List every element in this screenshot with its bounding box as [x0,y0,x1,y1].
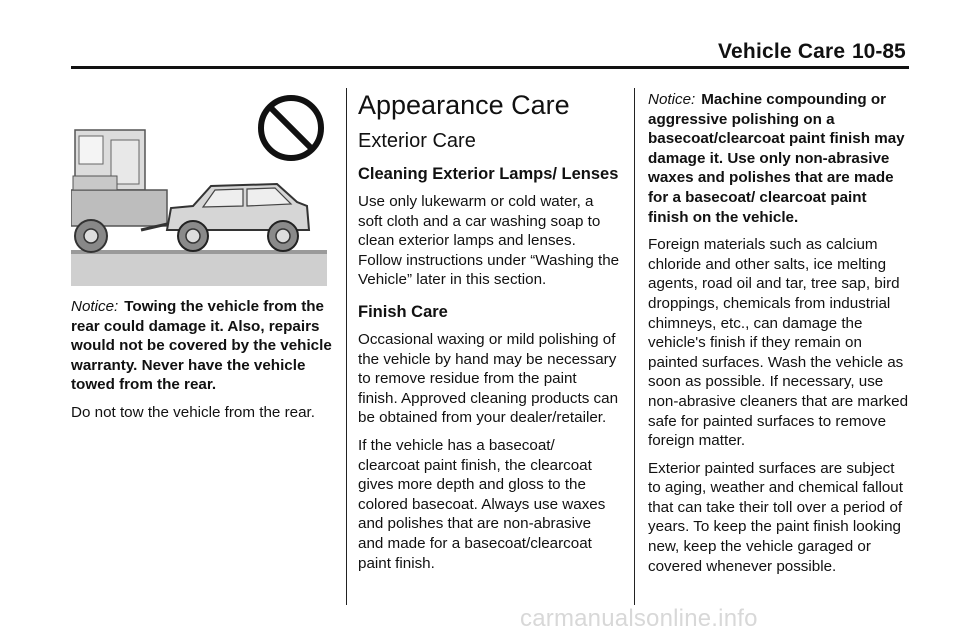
notice-label: Notice: [71,298,119,315]
notice-towing [71,297,339,395]
column-right [648,90,910,576]
paragraph-aging: Exterior painted surfaces are subject to aging, weather and chemical fallout that can take their toll over a period of years. To keep the paint finish looking new, keep the vehicle garaged or covered whenever possible. [648,459,903,575]
paragraph-finish-1: Occasional waxing or mild polishing of the vehicle by hand may be necessary to remove residue from the paint finish. Approved cleaning products can be obtained from your dealer/retailer. [358,330,619,427]
body-text: Do not tow the vehicle from the rear. [71,403,315,421]
column-divider [346,88,347,605]
watermark: carmanualsonline.info [520,605,758,632]
no-towing-illustration [71,90,327,286]
notice-text: Machine compounding or aggressive polishing on a basecoat/clearcoat paint finish may damage it. Use only non-abrasive waxes and polishes that are made for a basecoat/ clearcoat paint finish on the vehicle. [648,91,905,226]
section-title: Vehicle Care [718,40,846,63]
heading-exterior-care: Exterior Care [358,130,476,152]
column-middle [358,90,620,573]
notice-label: Notice: [648,91,696,108]
heading-appearance-care: Appearance Care [358,90,570,120]
paragraph-lamps: Use only lukewarm or cold water, a soft cloth and a car washing soap to clean exterior lamps and lenses. Follow instructions under “Washing the Vehicle” later in this section. [358,193,620,289]
paragraph-finish-2: If the vehicle has a basecoat/ clearcoat paint finish, the clearcoat gives more depth and gloss to the colored basecoat. Always use waxes and polishes that are non-abrasive and made for a basecoat/clearcoat paint finish. [358,436,606,572]
notice-text: Towing the vehicle from the rear could damage it. Also, repairs would not be covered by the vehicle warranty. Never have the vehicle towed from the rear. [71,298,332,394]
paragraph-foreign-materials: Foreign materials such as calcium chloride and other salts, ice melting agents, road oil and tar, tree sap, bird droppings, chemicals from industrial chimneys, etc., can damage the vehicle's finish if they remain on painted surfaces. Wash the vehicle as soon as possible. If necessary, use non-abrasive cleaners that are marked safe for painted surfaces to remove foreign matter. [648,236,909,450]
column-left [71,90,339,423]
notice-polishing [648,90,910,227]
towing-figure-icon [71,90,327,286]
page-number: 10-85 [852,40,906,63]
column-divider [634,88,635,605]
heading-finish-care: Finish Care [358,302,448,321]
header-rule [71,66,909,69]
heading-cleaning-lamps: Cleaning Exterior Lamps/ Lenses [358,165,619,183]
